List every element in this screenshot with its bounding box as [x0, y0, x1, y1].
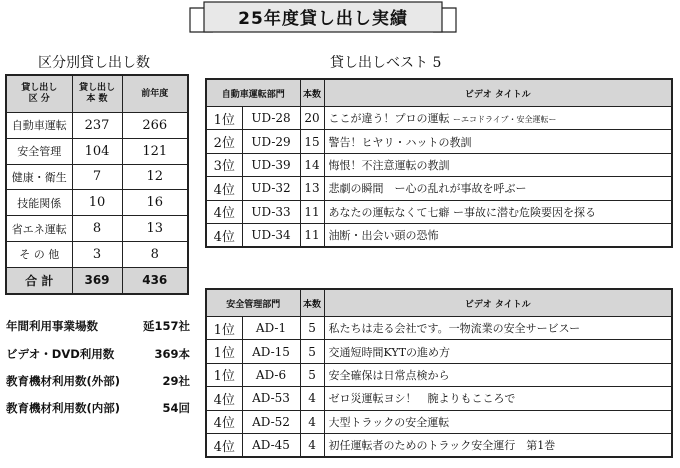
column-header: 貸し出し 区 分 — [6, 75, 72, 113]
column-header: 安全管理部門 — [206, 289, 300, 317]
column-header: ビデオ タイトル — [324, 289, 672, 317]
rank-cell: 4位 — [206, 223, 242, 247]
table-header-row — [206, 79, 672, 107]
total-label: 合 計 — [6, 267, 72, 293]
stat-value: 369本 — [154, 347, 190, 361]
code-cell: AD-15 — [242, 340, 300, 363]
table-row — [6, 216, 188, 242]
count-cell: 11 — [300, 223, 324, 247]
stat-label: 年間利用事業場数 — [6, 319, 98, 333]
table-row — [6, 241, 188, 267]
total-count: 369 — [72, 267, 122, 293]
count-cell: 15 — [300, 130, 324, 153]
table-header-row — [206, 289, 672, 317]
code-cell: UD-28 — [242, 107, 300, 130]
title-cell: 油断・出会い頭の恐怖 — [324, 223, 672, 247]
title-cell: 安全確保は日常点検から — [324, 363, 672, 386]
column-header: 本数 — [300, 79, 324, 107]
title-cell: 私たちは走る会社です。一物流業の安全サービスー — [324, 317, 672, 340]
title-cell: 警告！ヒヤリ・ハットの教訓 — [324, 130, 672, 153]
column-header: 貸し出し 本 数 — [72, 75, 122, 113]
prev-year-cell: 121 — [122, 138, 188, 164]
rank-cell: 1位 — [206, 340, 242, 363]
category-heading: 区分別貸し出し数 — [38, 55, 150, 71]
table-row — [206, 177, 672, 200]
total-prev: 436 — [122, 267, 188, 293]
category-table — [5, 74, 189, 295]
stat-line — [6, 346, 190, 362]
category-label: 健康・衛生 — [6, 164, 72, 190]
table-row — [206, 130, 672, 153]
title-cell: ゼロ災運転ヨシ！ 腕よりもこころで — [324, 387, 672, 410]
code-cell: AD-53 — [242, 387, 300, 410]
stat-value: 54回 — [162, 401, 190, 415]
rank-cell: 2位 — [206, 130, 242, 153]
count-cell: 5 — [300, 340, 324, 363]
best-heading: 貸し出しベスト 5 — [330, 55, 442, 71]
prev-year-cell: 16 — [122, 190, 188, 216]
count-cell: 7 — [72, 164, 122, 190]
table-row — [206, 340, 672, 363]
category-label: 技能関係 — [6, 190, 72, 216]
rank-cell: 4位 — [206, 433, 242, 457]
rank-cell: 4位 — [206, 387, 242, 410]
prev-year-cell: 266 — [122, 113, 188, 139]
count-cell: 104 — [72, 138, 122, 164]
rank-cell: 1位 — [206, 317, 242, 340]
column-header: 本数 — [300, 289, 324, 317]
table-row — [206, 107, 672, 130]
stat-line — [6, 373, 190, 389]
title-cell: ここが違う！プロの運転 ーエコドライブ・安全運転ー — [324, 107, 672, 130]
category-label: 安全管理 — [6, 138, 72, 164]
code-cell: AD-45 — [242, 433, 300, 457]
table-header-row — [6, 75, 188, 113]
title-subtitle: ーエコドライブ・安全運転ー — [453, 115, 557, 125]
count-cell: 13 — [300, 177, 324, 200]
rank-cell: 3位 — [206, 153, 242, 176]
stat-label: 教育機材利用数(外部) — [6, 374, 121, 388]
column-header: 前年度 — [122, 75, 188, 113]
table-row — [6, 190, 188, 216]
stat-value: 29社 — [162, 374, 190, 388]
count-cell: 11 — [300, 200, 324, 223]
title-cell: あなたの運転なくて七癖 ー事故に潜む危険要因を探る — [324, 200, 672, 223]
stat-value: 延157社 — [142, 319, 190, 333]
table-row — [206, 387, 672, 410]
column-header: 自動車運転部門 — [206, 79, 300, 107]
count-cell: 14 — [300, 153, 324, 176]
count-cell: 20 — [300, 107, 324, 130]
category-label: 自動車運転 — [6, 113, 72, 139]
safety-best-table — [205, 288, 673, 458]
stat-line — [6, 400, 190, 416]
rank-cell: 4位 — [206, 200, 242, 223]
code-cell: UD-34 — [242, 223, 300, 247]
title-cell: 悔恨！不注意運転の教訓 — [324, 153, 672, 176]
category-label: そ の 他 — [6, 241, 72, 267]
page-title: 25年度貸し出し実績 — [238, 9, 408, 29]
count-cell: 10 — [72, 190, 122, 216]
table-row — [206, 433, 672, 457]
table-row — [206, 363, 672, 386]
title-cell: 大型トラックの安全運転 — [324, 410, 672, 433]
count-cell: 4 — [300, 387, 324, 410]
table-row — [6, 164, 188, 190]
count-cell: 8 — [72, 216, 122, 242]
prev-year-cell: 8 — [122, 241, 188, 267]
title-cell: 初任運転者のためのトラック安全運行 第1巻 — [324, 433, 672, 457]
count-cell: 5 — [300, 363, 324, 386]
auto-best-table — [205, 78, 673, 248]
code-cell: AD-52 — [242, 410, 300, 433]
count-cell: 4 — [300, 433, 324, 457]
table-row — [206, 410, 672, 433]
table-row — [6, 138, 188, 164]
stat-label: 教育機材利用数(内部) — [6, 401, 121, 415]
code-cell: AD-6 — [242, 363, 300, 386]
table-row — [6, 113, 188, 139]
stat-line — [6, 318, 190, 334]
column-header: ビデオ タイトル — [324, 79, 672, 107]
category-label: 省エネ運転 — [6, 216, 72, 242]
stat-label: ビデオ・DVD利用数 — [6, 347, 115, 361]
count-cell: 4 — [300, 410, 324, 433]
count-cell: 5 — [300, 317, 324, 340]
title-banner — [188, 0, 458, 36]
rank-cell: 4位 — [206, 177, 242, 200]
count-cell: 237 — [72, 113, 122, 139]
total-row — [6, 267, 188, 293]
count-cell: 3 — [72, 241, 122, 267]
code-cell: UD-39 — [242, 153, 300, 176]
table-row — [206, 317, 672, 340]
code-cell: AD-1 — [242, 317, 300, 340]
table-row — [206, 223, 672, 247]
title-cell: 交通短時間KYTの進め方 — [324, 340, 672, 363]
table-row — [206, 200, 672, 223]
rank-cell: 4位 — [206, 410, 242, 433]
table-row — [206, 153, 672, 176]
code-cell: UD-32 — [242, 177, 300, 200]
code-cell: UD-33 — [242, 200, 300, 223]
code-cell: UD-29 — [242, 130, 300, 153]
rank-cell: 1位 — [206, 107, 242, 130]
title-cell: 悲劇の瞬間 ー心の乱れが事故を呼ぶー — [324, 177, 672, 200]
prev-year-cell: 12 — [122, 164, 188, 190]
rank-cell: 1位 — [206, 363, 242, 386]
prev-year-cell: 13 — [122, 216, 188, 242]
